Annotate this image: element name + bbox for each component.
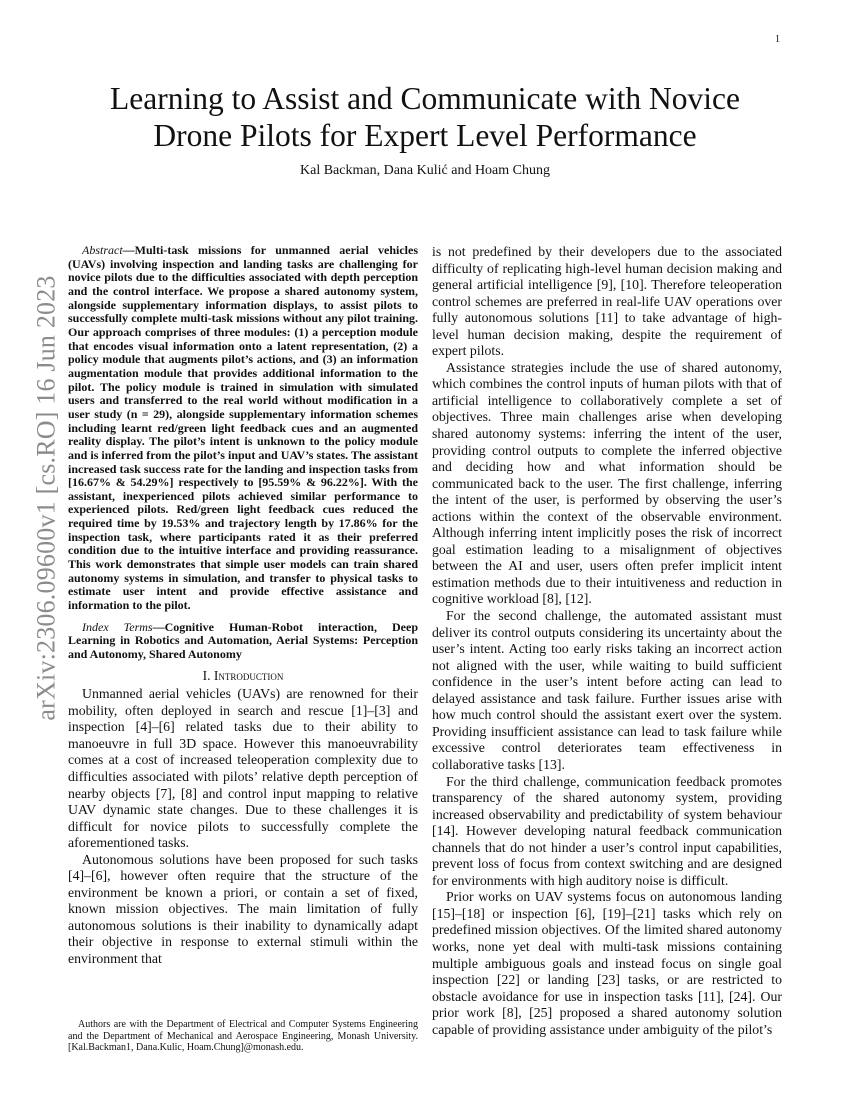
arxiv-identifier-stamp (32, 275, 62, 721)
intro-paragraph-2: Autonomous solutions have been proposed for such tasks [4]–[6], however often require that the structure of the environment be known a priori, or contain a set of fixed, known mission objectives. The main limitation of fully autonomous solutions is their inability to dynamically adapt their objective in response to external stimuli within the environment that (68, 851, 418, 966)
arxiv-identifier-text: arXiv:2306.09600v1 [cs.RO] 16 Jun 2023 (32, 275, 62, 721)
section-heading-introduction: I. Introduction (202, 667, 284, 683)
index-terms (68, 621, 418, 662)
intro-paragraph-2-continued: is not predefined by their developers due to the associated difficulty of replicating high-level human decision making and general artificial intelligence [9], [10]. Therefore teleoperation control schemes are preferred in real-life UAV operations over fully autonomous solutions [11] to take advantage of high-level human decision making, despite the requirement of expert pilots. (432, 244, 782, 359)
intro-paragraph-1: Unmanned aerial vehicles (UAVs) are renowned for their mobility, often deployed in search and rescue [1]–[3] and inspection [4]–[6] related tasks due to their ability to manoeuvre in full 3D space. However this manoeuvrability comes at a cost of increased teleoperation complexity due to difficulties associated with pilots’ relative depth perception of nearby objects [7], [8] and control input mapping to relative UAV dynamic state changes. Due to these challenges it is difficult for novice pilots to successfully complete the aforementioned tasks. (68, 686, 418, 851)
intro-paragraph-3: Assistance strategies include the use of shared autonomy, which combines the control inputs of human pilots with that of artificial intelligence to collaboratively complete a set of objectives. Three main challenges arise when developing shared autonomy systems: inferring the intent of the user, providing control outputs to complete the inferred objective and deciding how and what information should be communicated back to the user. The first challenge, inferring the intent of the user, is performed by observing the user’s actions within the context of the observable environment. Although inferring intent implicitly poses the risk of incorrect goal estimation leading to a misalignment of objectives between the AI and user, users often prefer implicit intent estimation methods due to their intuitiveness and reduction in cognitive workload [8], [12]. (432, 359, 782, 607)
intro-paragraph-4: For the second challenge, the automated assistant must deliver its control outputs considering its uncertainty about the user’s intent. Acting too early risks taking an incorrect action not aligned with the user, while waiting to build sufficient confidence in the user’s intent before acting can lead to delayed assistance and task failure. Further issues arise with how much control should the assistant exert over the system. Providing insufficient assistance can lead to task failure while excessive control deteriorates team effectiveness in collaborative tasks [13]. (432, 608, 782, 772)
paper-title-line-2: Drone Pilots for Expert Level Performance (153, 118, 697, 153)
index-terms-label: Index Terms (82, 619, 153, 634)
index-terms-text: —Cognitive Human-Robot interaction, Deep Learning in Robotics and Automation, Aerial Systems: Perception and Autonomy, Shared Autonomy (68, 619, 418, 662)
abstract-label: Abstract (82, 243, 123, 257)
right-column (432, 244, 782, 1038)
intro-paragraph-5: For the third challenge, communication feedback promotes transparency of the shared autonomy system, providing increased observability and predictability of system behaviour [14]. However developing natural feedback communication channels that do not hinder a user’s control input capabilities, prevent loss of focus from context switching and are designed for environments with high auditory noise is difficult. (432, 773, 782, 888)
left-column (68, 244, 418, 968)
author-affiliation-footnote: Authors are with the Department of Electrical and Computer Systems Engineering and the Department of Mechanical and Aerospace Engineering, Monash University. [Kal.Backman1, Dana.Kulic, Hoam.Chung]@monash.edu. (68, 1019, 418, 1054)
paper-title (60, 80, 790, 154)
abstract (68, 244, 418, 613)
paper-title-line-1: Learning to Assist and Communicate with Novice (110, 81, 740, 116)
page-number: 1 (775, 34, 780, 45)
abstract-text: —Multi-task missions for unmanned aerial vehicles (UAVs) involving inspection and landing tasks are challenging for novice pilots due to the difficulties associated with depth perception and the control interface. We propose a shared autonomy system, alongside supplementary information displays, to assist pilots to successfully complete multi-task missions without any pilot training. Our approach comprises of three modules: (1) a perception module that encodes visual information onto a latent representation, (2) a policy module that augments pilot’s actions, and (3) an information augmentation module that provides additional information to the pilot. The policy module is trained in simulation with simulated users and transferred to the real world without modification in a user study (n = 29), alongside supplementary information schemes including learnt red/green light feedback cues and an augmented reality display. The pilot’s intent is unknown to the policy module and is inferred from the pilot’s input and UAV’s states. The assistant increased task success rate for the landing and inspection tasks from [16.67% & 54.29%] respectively to [95.59% & 96.22%]. With the assistant, inexperienced pilots achieved similar performance to experienced pilots. Red/green light feedback cues reduced the required time by 19.53% and trajectory length by 17.86% for the inspection task, where participants rated it as their preferred condition due to the intuitive interface and providing reassurance. This work demonstrates that simple user models can train shared autonomy systems in simulation, and transfer to physical tasks to estimate user intent and provide effective assistance and information to the pilot. (68, 243, 418, 613)
author-list: Kal Backman, Dana Kulić and Hoam Chung (300, 163, 550, 178)
intro-paragraph-6: Prior works on UAV systems focus on autonomous landing [15]–[18] or inspection [6], [19]–[21] tasks which rely on predefined mission objectives. Of the limited shared autonomy works, none yet deal with multi-task missions containing multiple ambiguous goals and instead focus on single goal inspection [22] or landing [23] tasks, or are restricted to obstacle avoidance for use in inspection tasks [11], [24]. Our prior work [8], [25] proposed a shared autonomy solution capable of providing assistance under ambiguity of the pilot’s (432, 889, 782, 1037)
